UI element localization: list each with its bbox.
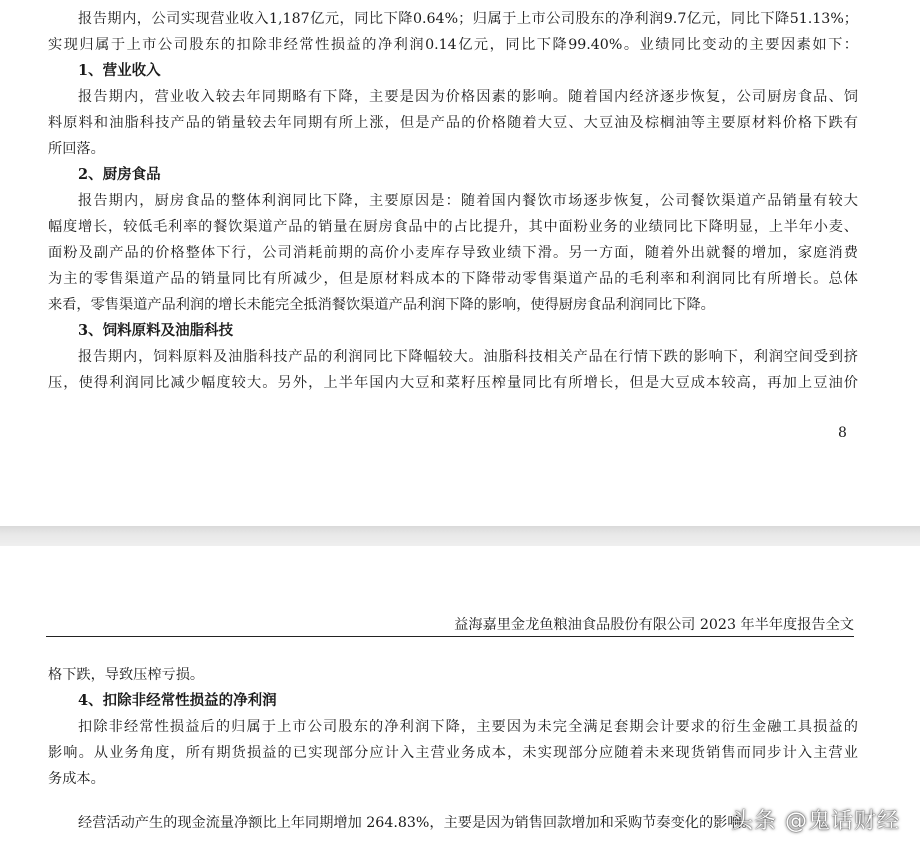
paragraph-line: 实现归属于上市公司股东的扣除非经常性损益的净利润0.14亿元，同比下降99.40%。业绩同比变动的主要因素如下： xyxy=(48,37,858,53)
paragraph-line: 报告期内，饲料原料及油脂科技产品的利润同比下降幅较大。油脂科技相关产品在行情下跌的影响下，利润空间受到挤 xyxy=(78,349,858,365)
section-heading-kitchen-food: 2、厨房食品 xyxy=(78,166,161,183)
paragraph-line: 报告期内，营业收入较去年同期略有下降，主要是因为价格因素的影响。随着国内经济逐步恢复，公司厨房食品、饲 xyxy=(78,89,858,105)
paragraph-line: 务成本。 xyxy=(48,771,105,787)
paragraph-line: 来看，零售渠道产品利润的增长未能完全抵消餐饮渠道产品利润下降的影响，使得厨房食品利润同比下降。 xyxy=(48,297,715,313)
paragraph-line: 为主的零售渠道产品的销量同比有所减少，但是原材料成本的下降带动零售渠道产品的毛利率和利润同比有所增长。总体 xyxy=(48,271,858,287)
section-heading-non-recurring: 4、扣除非经常性损益的净利润 xyxy=(78,692,277,709)
paragraph-line: 幅度增长，较低毛利率的餐饮渠道产品的销量在厨房食品中的占比提升，其中面粉业务的业绩同比下降明显，上半年小麦、 xyxy=(48,219,858,235)
page-number: 8 xyxy=(838,425,847,441)
paragraph-line: 格下跌，导致压榨亏损。 xyxy=(48,667,205,683)
paragraph-line: 报告期内，公司实现营业收入1,187亿元，同比下降0.64%；归属于上市公司股东的净利润9.7亿元，同比下降51.13%； xyxy=(78,11,858,27)
section-heading-revenue: 1、营业收入 xyxy=(78,62,161,79)
paragraph-line: 所回落。 xyxy=(48,141,105,157)
section-heading-feed-oil-tech: 3、饲料原料及油脂科技 xyxy=(78,322,234,339)
watermark-text: 头条 @鬼话财经 xyxy=(731,809,900,834)
paragraph-line: 料原料和油脂科技产品的销量较去年同期有所上涨，但是产品的价格随着大豆、大豆油及棕榈油等主要原材料价格下跌有 xyxy=(48,115,858,131)
paragraph-line: 报告期内，厨房食品的整体利润同比下降，主要原因是：随着国内餐饮市场逐步恢复，公司餐饮渠道产品销量有较大 xyxy=(78,193,858,209)
paragraph-line: 扣除非经常性损益后的归属于上市公司股东的净利润下降，主要因为未完全满足套期会计要求的衍生金融工具损益的 xyxy=(78,719,858,735)
page-separator xyxy=(0,526,920,546)
running-header: 益海嘉里金龙鱼粮油食品股份有限公司 2023 年半年度报告全文 xyxy=(454,617,854,633)
paragraph-line: 压，使得利润同比减少幅度较大。另外，上半年国内大豆和菜籽压榨量同比有所增长，但是大豆成本较高，再加上豆油价 xyxy=(48,375,858,391)
paragraph-line: 经营活动产生的现金流量净额比上年同期增加 264.83%，主要是因为销售回款增加和采购节奏变化的影响。 xyxy=(78,815,756,831)
report-page-9 xyxy=(0,546,920,853)
header-rule xyxy=(46,636,854,637)
paragraph-line: 影响。从业务角度，所有期货损益的已实现部分应计入主营业务成本，未实现部分应随着未来现货销售而同步计入主营业 xyxy=(48,745,858,761)
paragraph-line: 面粉及副产品的价格整体下行，公司消耗前期的高价小麦库存导致业绩下滑。另一方面，随着外出就餐的增加，家庭消费 xyxy=(48,245,858,261)
